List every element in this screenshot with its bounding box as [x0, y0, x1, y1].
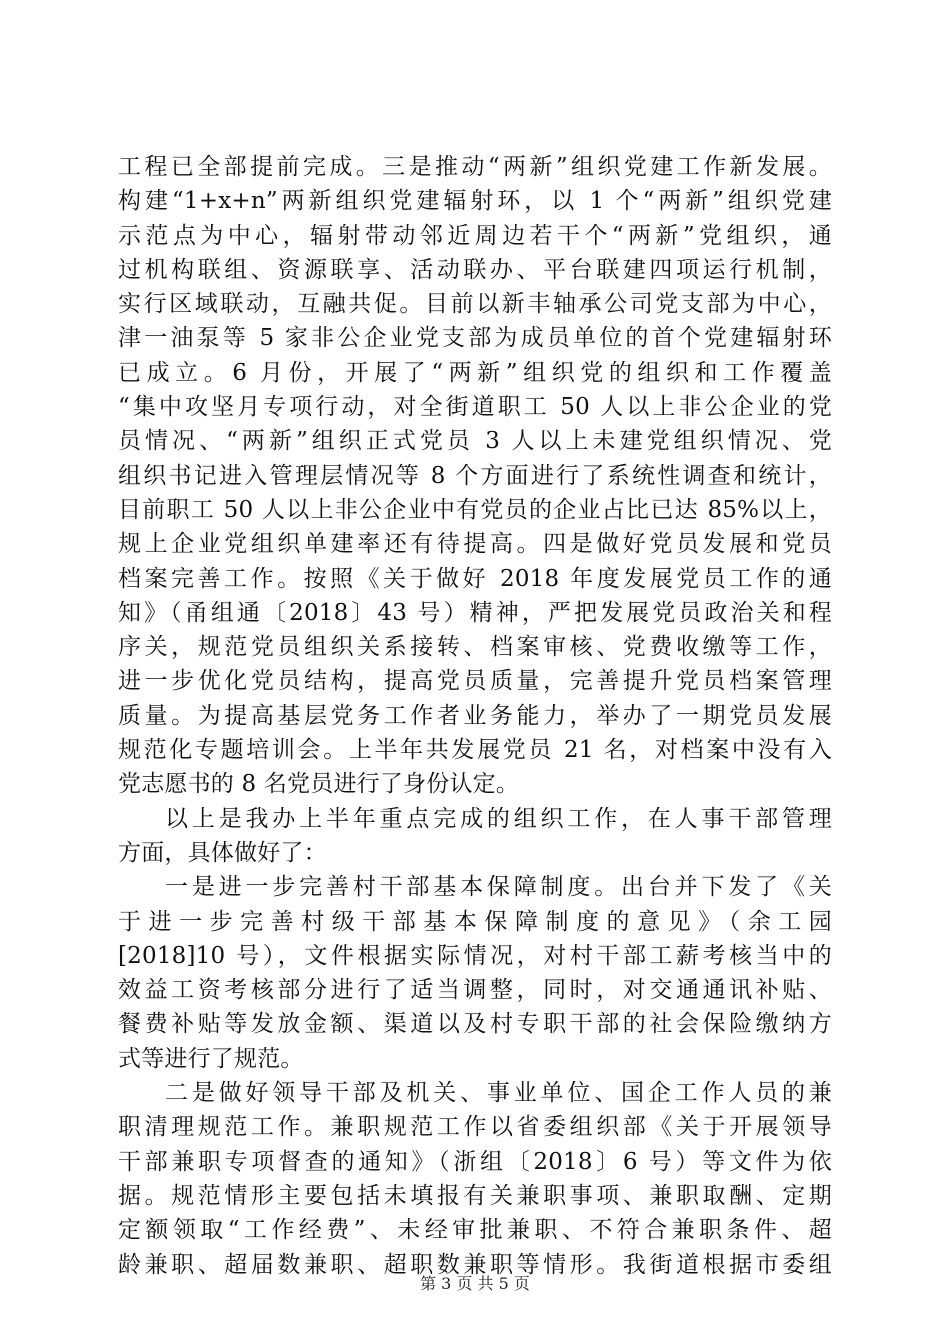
text-line: 序关，规范党员组织关系接转、档案审核、党费收缴等工作， [118, 634, 832, 661]
text-line: 过机构联组、资源联享、活动联办、平台联建四项运行机制， [118, 256, 832, 283]
text-line: 构建“1+x+n”两新组织党建辐射环，以 1 个“两新”组织党建 [118, 188, 832, 215]
text-line: 干部兼职专项督查的通知》（浙组〔2018〕6 号）等文件为依 [118, 1148, 832, 1175]
text-line: 组织书记进入管理层情况等 8 个方面进行了系统性调查和统计， [118, 462, 832, 489]
text-line: “集中攻坚月专项行动，对全街道职工 50 人以上非公企业的党 [118, 394, 832, 421]
text-line: 党志愿书的 8 名党员进行了身份认定。 [118, 771, 520, 798]
text-line: 已成立。6 月份，开展了“两新”组织党的组织和工作覆盖 [118, 359, 832, 386]
body-text [118, 150, 832, 1282]
text-line: 进一步优化党员结构，提高党员质量，完善提升党员档案管理 [118, 668, 832, 695]
text-line: 龄兼职、超届数兼职、超职数兼职等情形。我街道根据市委组 [118, 1251, 832, 1278]
text-line: [2018]10 号），文件根据实际情况，对村干部工薪考核当中的 [118, 942, 832, 969]
page-number-footer: 第 3 页 共 5 页 [420, 1274, 530, 1293]
text-line: 式等进行了规范。 [118, 1045, 304, 1072]
paragraph-first-line: 以上是我办上半年重点完成的组织工作，在人事干部管理 [165, 805, 832, 832]
text-line: 规上企业党组织单建率还有待提高。四是做好党员发展和党员 [118, 531, 832, 558]
text-line: 于进一步完善村级干部基本保障制度的意见》（余工园 [118, 908, 832, 935]
text-line: 规范化专题培训会。上半年共发展党员 21 名，对档案中没有入 [118, 737, 832, 764]
text-line: 据。规范情形主要包括未填报有关兼职事项、兼职取酬、定期 [118, 1182, 832, 1209]
text-line: 工程已全部提前完成。三是推动“两新”组织党建工作新发展。 [118, 154, 832, 180]
text-line: 知》（甬组通〔2018〕43 号）精神，严把发展党员政治关和程 [118, 599, 832, 626]
text-line: 效益工资考核部分进行了适当调整，同时，对交通通讯补贴、 [118, 977, 832, 1004]
text-line: 方面，具体做好了： [118, 839, 327, 866]
paragraph-first-line: 一是进一步完善村干部基本保障制度。出台并下发了《关 [165, 874, 832, 901]
text-line: 目前职工 50 人以上非公企业中有党员的企业占比已达 85%以上， [118, 496, 832, 523]
text-line: 员情况、“两新”组织正式党员 3 人以上未建党组织情况、党 [118, 428, 832, 455]
text-line: 定额领取“工作经费”、未经审批兼职、不符合兼职条件、超 [118, 1217, 832, 1244]
text-line: 实行区域联动，互融共促。目前以新丰轴承公司党支部为中心， [118, 291, 832, 318]
paragraph-first-line: 二是做好领导干部及机关、事业单位、国企工作人员的兼 [165, 1080, 832, 1107]
text-line: 餐费补贴等发放金额、渠道以及村专职干部的社会保险缴纳方 [118, 1011, 832, 1038]
text-line: 津一油泵等 5 家非公企业党支部为成员单位的首个党建辐射环 [118, 325, 832, 352]
text-line: 示范点为中心，辐射带动邻近周边若干个“两新”党组织，通 [118, 222, 832, 249]
text-line: 职清理规范工作。兼职规范工作以省委组织部《关于开展领导 [118, 1114, 832, 1141]
text-line: 档案完善工作。按照《关于做好 2018 年度发展党员工作的通 [118, 565, 832, 592]
text-line: 质量。为提高基层党务工作者业务能力，举办了一期党员发展 [118, 702, 832, 729]
